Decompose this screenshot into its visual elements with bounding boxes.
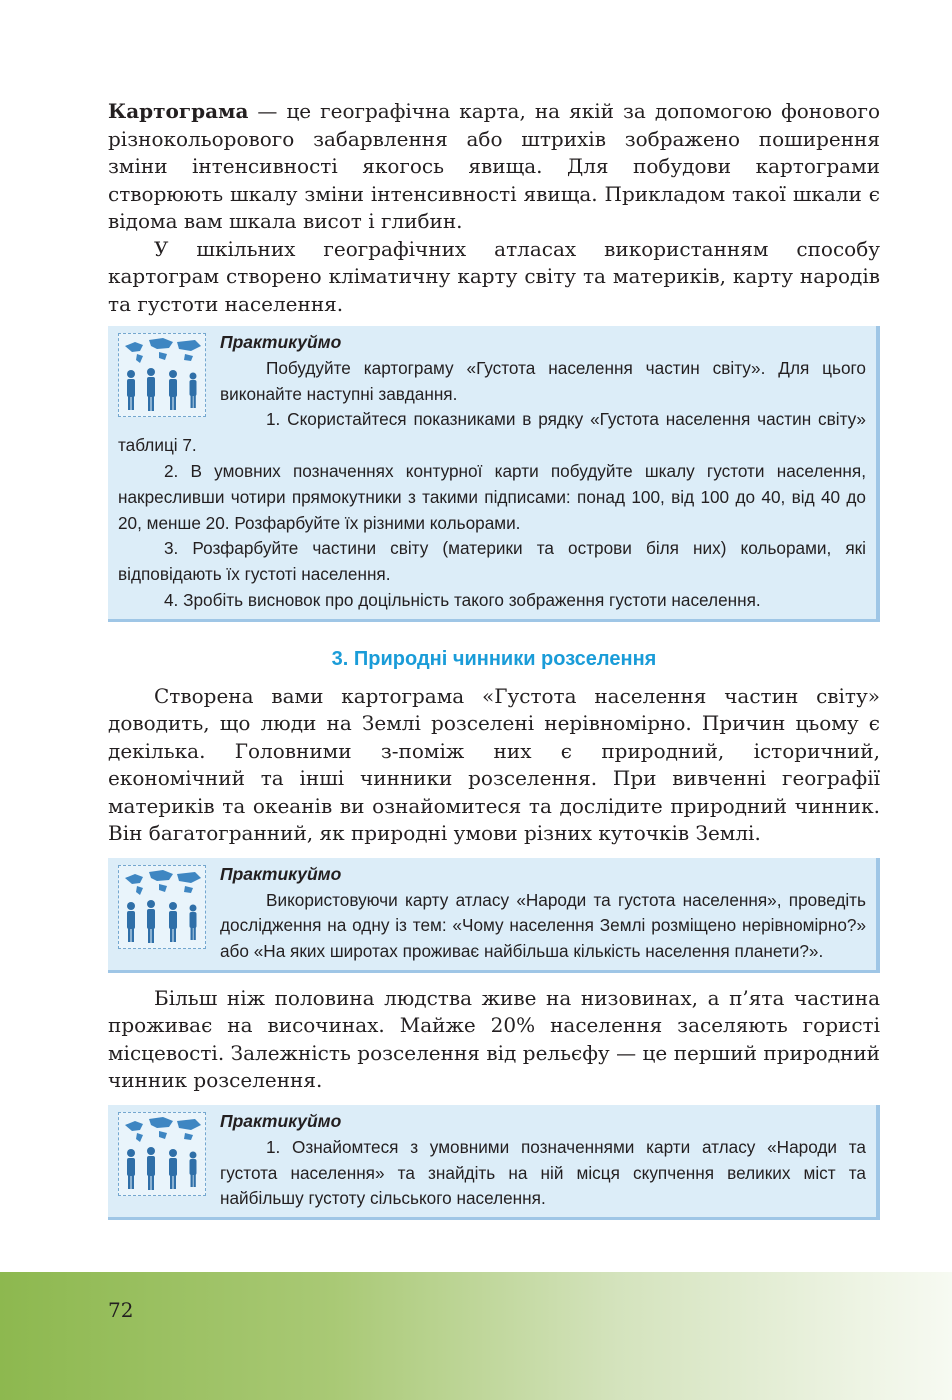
practice-task: 1. Скористайтеся показниками в рядку «Густота населення частин світу» таблиці 7. (118, 409, 866, 456)
practice-title: Практикуймо (220, 332, 342, 352)
people-map-icon (118, 865, 206, 949)
practice-box-2 (108, 858, 880, 973)
practice-box-3 (108, 1105, 880, 1220)
footer-band (0, 1272, 952, 1400)
practice-title: Практикуймо (220, 863, 342, 884)
practice-box-1 (108, 326, 880, 622)
practice-text: Використовуючи карту атласу «Народи та густота населення», проведіть дослідження на одну із тем: «Чому населення Землі розміщено нерівномірно?» або «На яких широтах проживає найбільша кількість населення планети?». (220, 889, 866, 962)
practice-title: Практикуймо (220, 1110, 342, 1131)
page-content (108, 98, 880, 1220)
practice-text: Побудуйте картограму «Густота населення частин світу». Для цього виконайте наступні завдання. (220, 357, 866, 404)
paragraph-relief: Більш ніж половина людства живе на низовинах, а п’ята частина проживає на височинах. Майже 20% населення заселяють гористі місцевості. Залежність розселення від рельєфу — це перший природний чинник розселення. (108, 985, 880, 1093)
paragraph-distribution: Створена вами картограма «Густота населення частин світу» доводить, що люди на Землі розселені нерівномірно. Причин цьому є декілька. Головними з-поміж них є природний, історичний, економічний та інші чинники розселення. При вивченні географії материків та океанів ви ознайомитеся та дослідите природний чинник. Він багатогранний, як природні умови різних куточків Землі. (108, 683, 880, 846)
people-map-icon (118, 333, 206, 417)
term-kartohrama: Картограма (108, 99, 249, 123)
paragraph-atlases: У шкільних географічних атласах використанням способу картограм створено кліматичну карту світу та материків, карту народів та густоти населення. (108, 236, 880, 316)
paragraph-definition (108, 98, 880, 236)
people-map-icon (118, 1112, 206, 1196)
paragraph-definition-text: — це географічна карта, на якій за допомогою фонового різнокольорового забарвлення або штрихів зображено поширення зміни інтенсивності якогось явища. Для побудови картограми створюють шкалу зміни інтенсивності явища. Прикладом такої шкали є відома вам шкала висот і глибин. (108, 99, 880, 233)
page-number: 72 (108, 1298, 134, 1322)
practice-task: 4. Зробіть висновок про доцільність такого зображення густоти населення. (164, 589, 761, 610)
practice-task: 3. Розфарбуйте частини світу (материки та острови біля них) кольорами, які відповідають їх густоті населення. (118, 538, 866, 585)
practice-text: 1. Ознайомтеся з умовними позначеннями карти атласу «Народи та густота населення» та знайдіть на ній місця скупчення великих міст та найбільшу густоту сільського населення. (220, 1136, 866, 1209)
section-title: 3. Природні чинники розселення (331, 647, 657, 670)
practice-task: 2. В умовних позначеннях контурної карти побудуйте шкалу густоти населення, накресливши чотири прямокутники з такими підписами: понад 100, від 100 до 40, від 40 до 20, менше 20. Розфарбуйте їх різними кольорами. (118, 460, 866, 533)
